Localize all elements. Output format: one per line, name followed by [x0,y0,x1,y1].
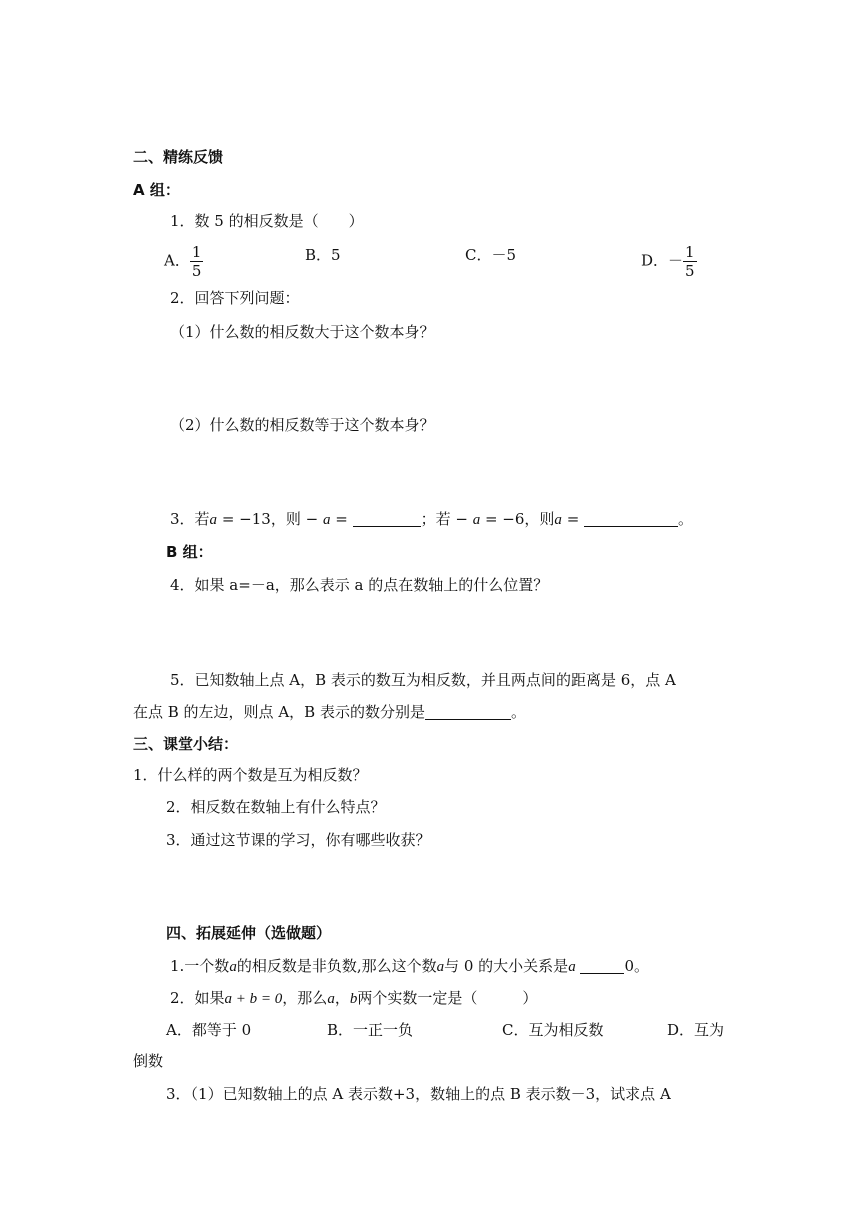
question-4: 4．如果 a=－a，那么表示 a 的点在数轴上的什么位置？ [170,576,549,594]
extension-question-2-option-a: A．都等于 0 [166,1021,252,1039]
question-1-option-b: B．5 [305,246,341,264]
section-title-summary: 三、课堂小结： [133,735,239,753]
extension-question-2: 2．如果a + b = 0，那么a，b两个实数一定是（ ） [170,989,538,1007]
question-2-part-1: （1）什么数的相反数大于这个数本身？ [170,323,435,341]
answer-blank [580,957,624,974]
question-1-option-c: C．－5 [465,246,517,264]
extension-question-2-option-d-continued: 倒数 [133,1052,164,1070]
fraction-one-fifth: $\frac{1}{5}$ [191,243,202,280]
answer-blank [584,510,678,527]
summary-item-1: 1．什么样的两个数是互为相反数？ [133,766,368,784]
summary-item-2: 2．相反数在数轴上有什么特点？ [166,798,386,816]
extension-question-2-option-b: B．一正一负 [327,1021,414,1039]
question-2-stem: 2．回答下列问题： [170,289,300,307]
extension-question-2-option-c: C．互为相反数 [502,1021,604,1039]
option-d-label: D．－ [641,251,684,270]
question-5-line-2: 在点 B 的左边，则点 A，B 表示的数分别是 。 [133,703,526,721]
summary-item-3: 3．通过这节课的学习，你有哪些收获？ [166,831,431,849]
question-3: 3．若a = −13，则 − a = ；若 − a = −6，则a = 。 [170,510,694,528]
question-1-option-d [641,243,697,280]
question-5-line-1: 5．已知数轴上点 A，B 表示的数互为相反数，并且两点间的距离是 6，点 A [170,671,676,689]
answer-blank [425,703,511,720]
section-title-feedback: 二、精练反馈 [133,148,224,166]
group-a-label: A 组： [133,181,180,199]
fraction-one-fifth: $\frac{1}{5}$ [685,243,695,280]
question-2-part-2: （2）什么数的相反数等于这个数本身？ [170,416,435,434]
extension-question-2-option-d: D．互为 [667,1021,725,1039]
group-b-label: B 组： [166,543,213,561]
extension-question-3: 3．（1）已知数轴上的点 A 表示数+3，数轴上的点 B 表示数－3，试求点 A [166,1085,671,1103]
question-1-stem: 1．数 5 的相反数是（ ） [170,212,364,230]
answer-blank [353,510,421,527]
option-a-label: A． [164,251,190,270]
extension-question-1: 1.一个数a的相反数是非负数,那么这个数a与 0 的大小关系是a 0。 [170,957,650,975]
question-1-option-a [164,243,203,280]
section-title-extension: 四、拓展延伸（选做题） [166,924,332,942]
